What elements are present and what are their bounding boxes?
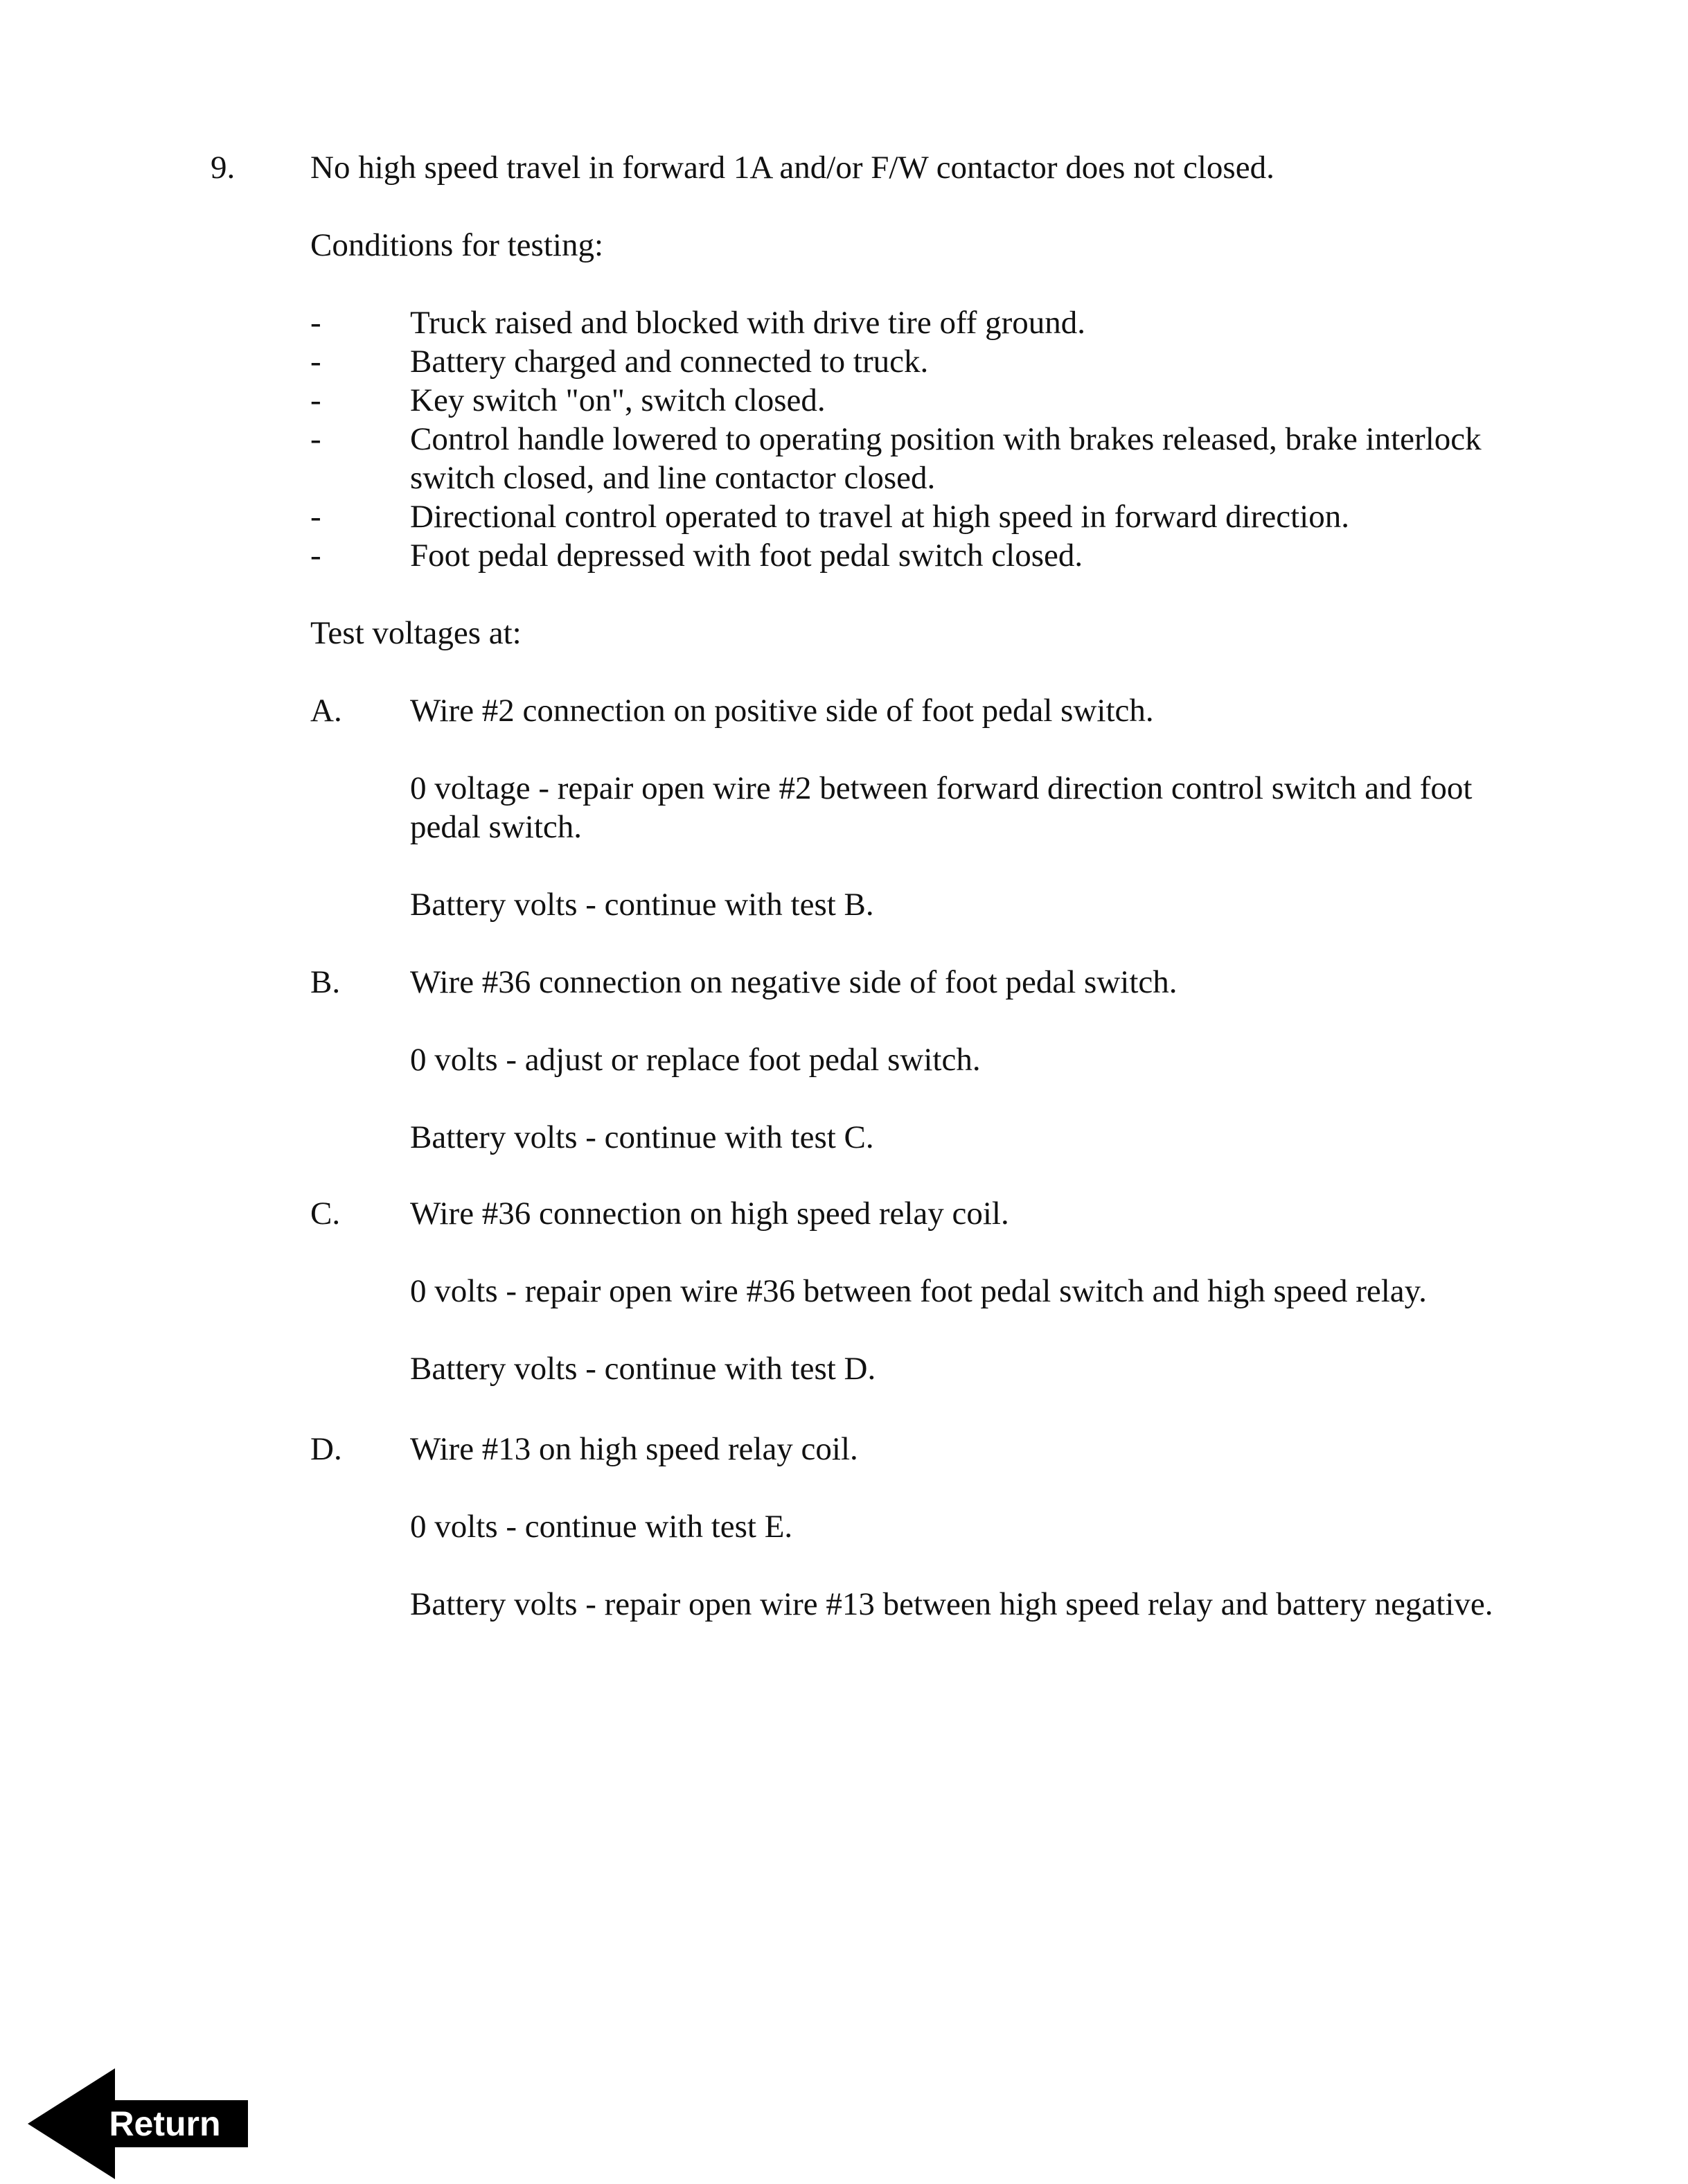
bullet-dash: - [310,538,321,574]
section-number: 9. [211,150,236,186]
condition-item [310,497,1529,536]
test-title: Wire #36 connection on negative side of foot pedal switch. [410,964,1178,1000]
condition-text: Battery charged and connected to truck. [410,344,929,380]
test-letter: A. [310,693,342,729]
condition-item [310,536,1529,575]
battery-volt-result: Battery volts - continue with test D. [410,1351,876,1387]
bullet-dash: - [310,421,321,457]
test-body [410,1430,1550,1662]
condition-text: Key switch "on", switch closed. [410,382,826,418]
test-voltages-label: Test voltages at: [310,615,522,651]
test-title: Wire #2 connection on positive side of foot pedal switch. [410,693,1154,729]
test-letter: C. [310,1196,341,1232]
conditions-list [310,303,1529,575]
battery-volt-result: Battery volts - continue with test C. [410,1119,874,1155]
battery-volt-result: Battery volts - repair open wire #13 between high speed relay and battery negative. [410,1586,1493,1622]
zero-volt-result: 0 volts - continue with test E. [410,1509,793,1545]
bullet-dash: - [310,344,321,380]
bullet-dash: - [310,499,321,535]
test-letter: B. [310,964,341,1000]
zero-volt-result: 0 volts - repair open wire #36 between foot pedal switch and high speed relay. [410,1273,1427,1309]
return-label: Return [109,2104,221,2143]
return-button[interactable] [28,2068,249,2179]
test-title: Wire #36 connection on high speed relay coil. [410,1196,1009,1232]
condition-text: Truck raised and blocked with drive tire off ground. [410,305,1086,341]
test-body [410,1194,1550,1427]
zero-volt-result: 0 volts - adjust or replace foot pedal switch. [410,1042,981,1078]
battery-volt-result: Battery volts - continue with test B. [410,887,874,923]
condition-item [310,303,1529,342]
bullet-dash: - [310,382,321,418]
condition-text: Control handle lowered to operating position with brakes released, brake interlock switch closed, and line contactor closed. [410,421,1482,496]
zero-volt-result: 0 voltage - repair open wire #2 between forward direction control switch and foot pedal switch. [410,770,1473,845]
bullet-dash: - [310,305,321,341]
condition-item [310,381,1529,420]
test-title: Wire #13 on high speed relay coil. [410,1431,858,1467]
conditions-label: Conditions for testing: [310,227,603,263]
condition-item [310,342,1529,381]
test-body [410,963,1550,1196]
condition-item [310,420,1529,497]
test-body [410,691,1550,963]
condition-text: Foot pedal depressed with foot pedal switch closed. [410,538,1083,574]
condition-text: Directional control operated to travel at high speed in forward direction. [410,499,1349,535]
test-letter: D. [310,1431,342,1467]
section-heading: No high speed travel in forward 1A and/or F/W contactor does not closed. [310,150,1274,186]
